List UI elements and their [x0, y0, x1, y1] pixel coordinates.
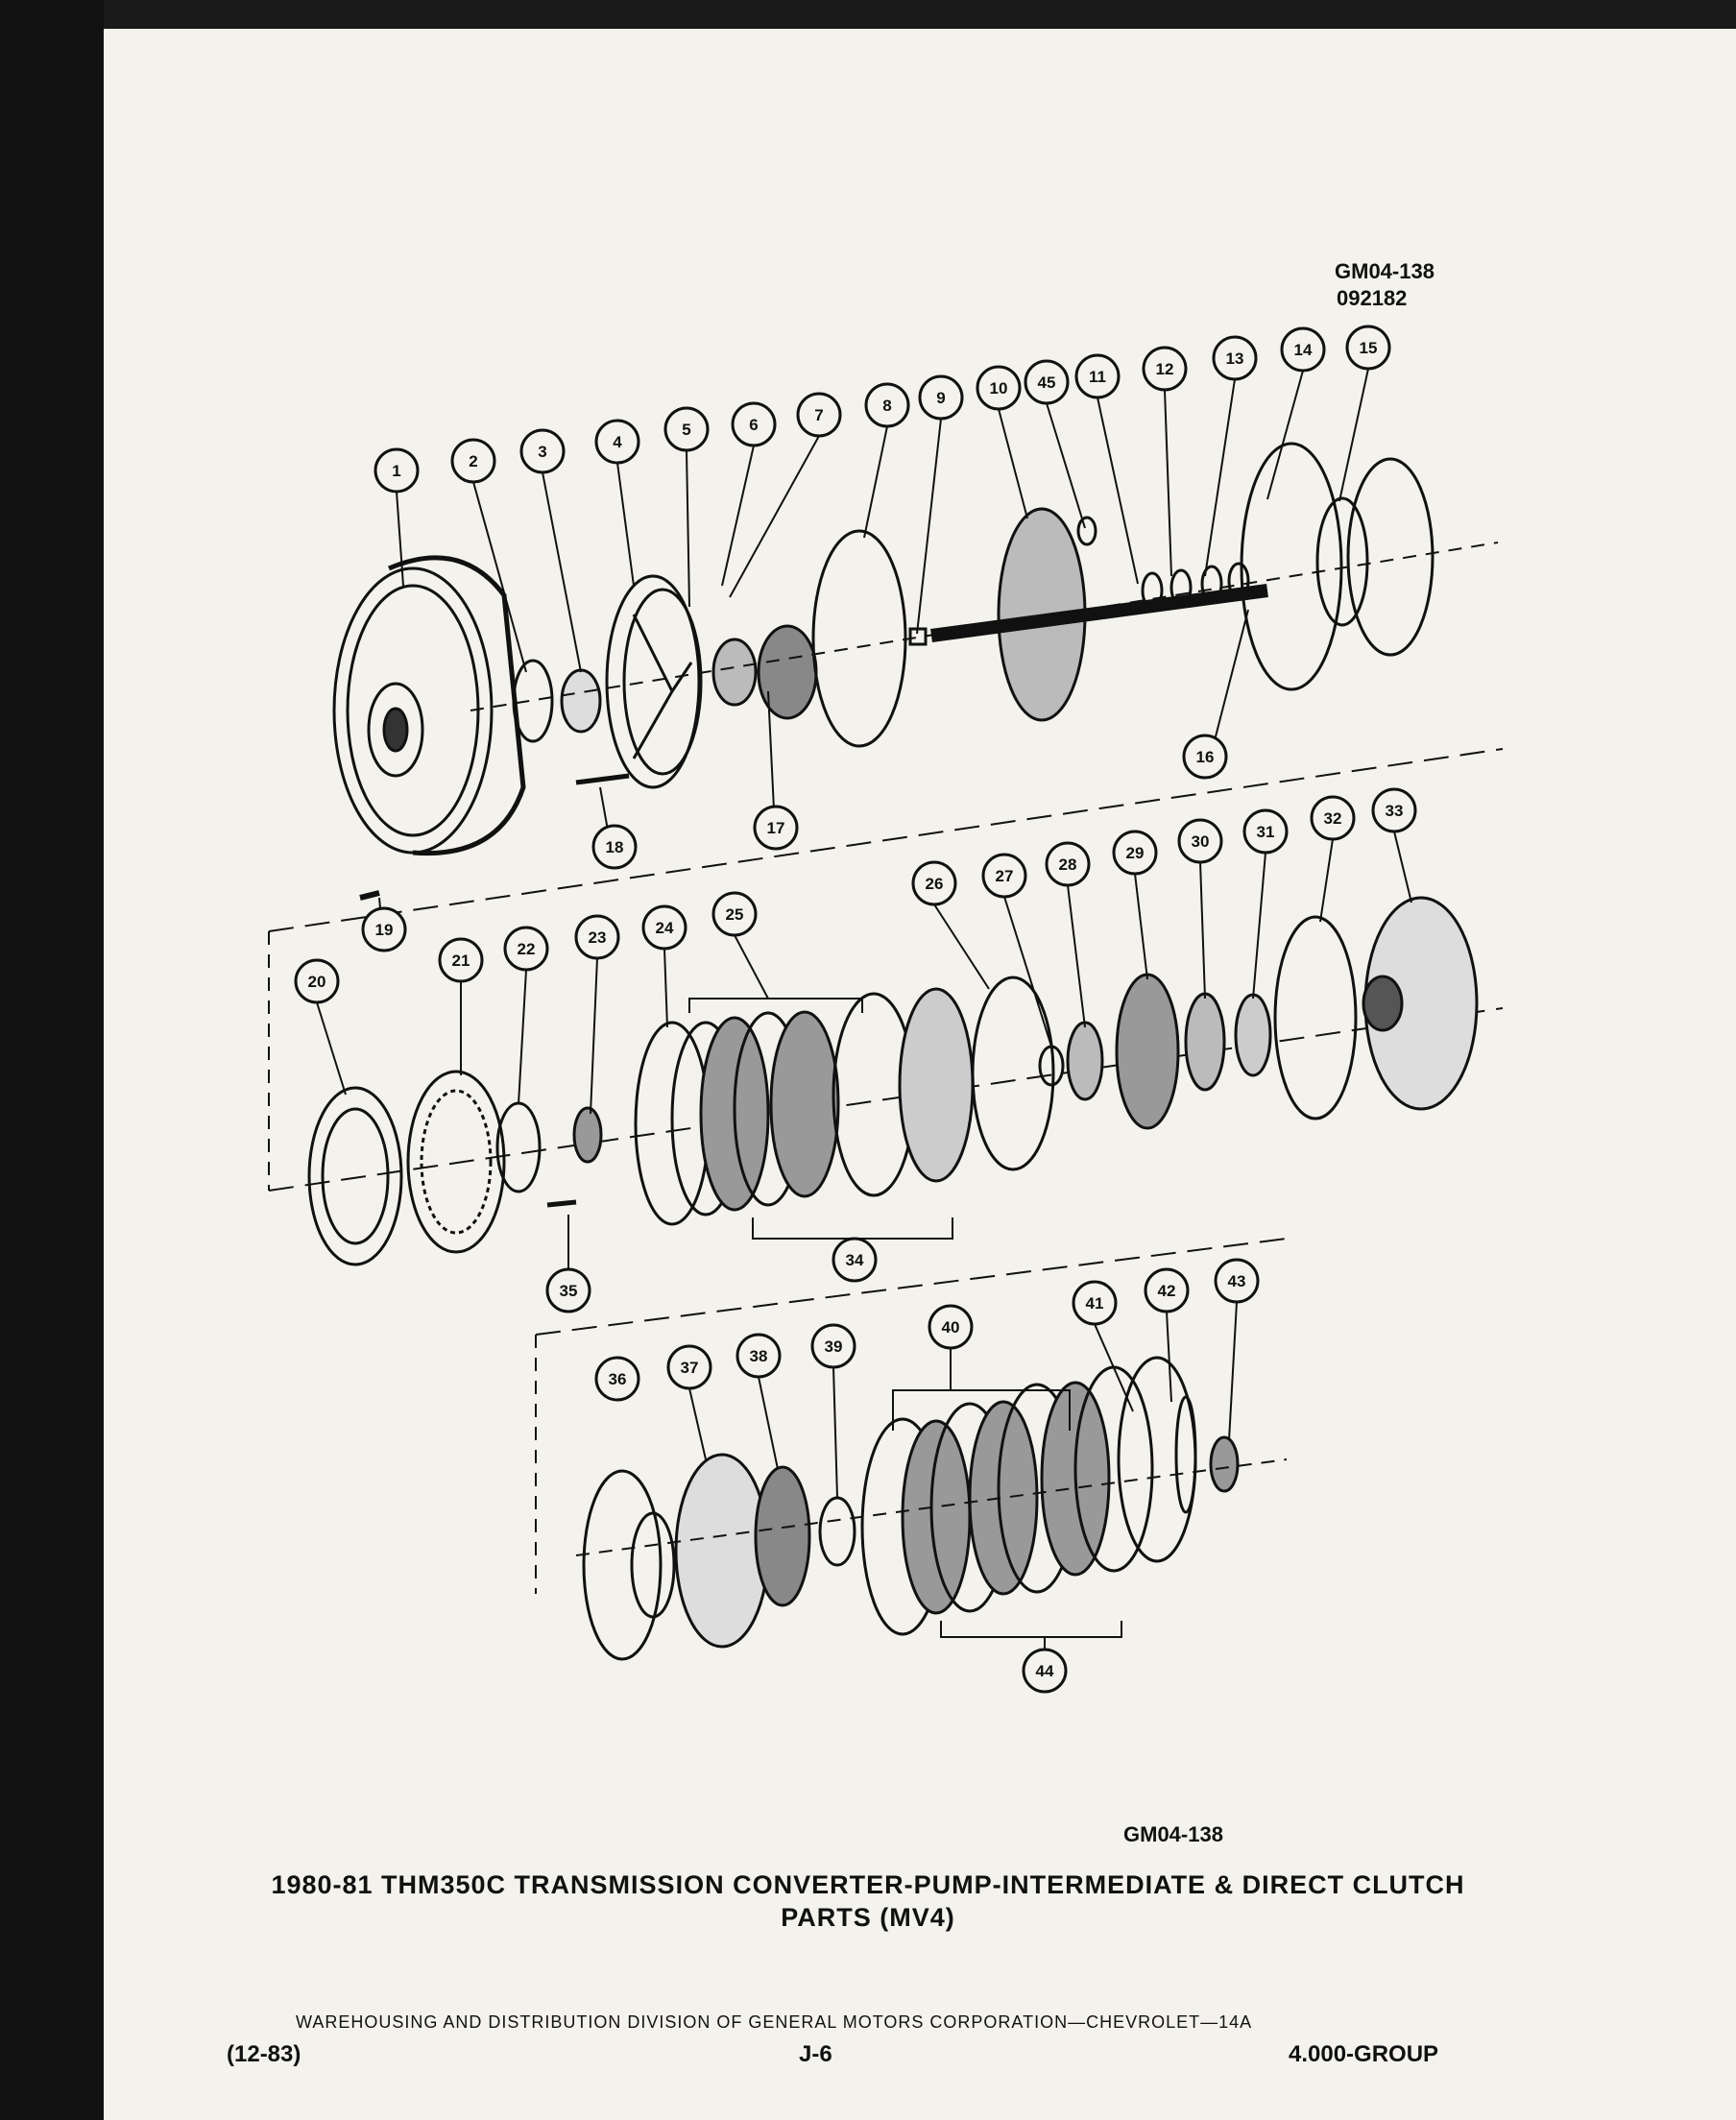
callout-label-40: 40: [941, 1318, 960, 1337]
callout-leader-10: [999, 409, 1027, 518]
snap-ring-39: [820, 1498, 855, 1565]
clutch-hub-21: [408, 1072, 504, 1252]
callout-label-37: 37: [680, 1359, 699, 1377]
callout-leader-27: [1004, 897, 1051, 1047]
callout-label-9: 9: [936, 389, 946, 407]
callout-label-36: 36: [608, 1370, 627, 1388]
callout-label-16: 16: [1195, 748, 1215, 766]
callout-leader-24: [664, 949, 667, 1027]
callout-label-22: 22: [517, 940, 536, 958]
footer-page: J-6: [799, 2041, 832, 2067]
callout-label-21: 21: [451, 952, 470, 970]
callout-leader-31: [1253, 853, 1266, 999]
callout-label-25: 25: [725, 905, 744, 924]
callout-leader-38: [759, 1377, 778, 1469]
date-code: 092182: [1337, 286, 1408, 310]
snap-ring-43: [1211, 1437, 1238, 1491]
o-ring: [813, 531, 905, 746]
callout-leader-4: [617, 463, 634, 586]
callout-label-42: 42: [1157, 1282, 1176, 1300]
callout-label-43: 43: [1227, 1272, 1246, 1290]
seal-ring: [514, 661, 552, 741]
callout-leader-6: [722, 446, 754, 586]
callout-leader-28: [1068, 885, 1085, 1027]
callout-label-17: 17: [766, 819, 785, 837]
callout-leader-5: [687, 450, 689, 607]
bearing-30: [1186, 994, 1224, 1090]
callout-label-35: 35: [559, 1282, 578, 1300]
callout-label-13: 13: [1225, 349, 1244, 368]
callout-label-34: 34: [845, 1251, 864, 1269]
callout-leader-33: [1394, 831, 1411, 903]
race-31: [1236, 995, 1270, 1075]
clutch-drum-20: [309, 1088, 401, 1265]
callout-label-31: 31: [1256, 823, 1275, 841]
callout-leader-7: [730, 436, 819, 597]
callout-label-45: 45: [1037, 373, 1056, 392]
callout-leader-29: [1135, 874, 1147, 979]
drum-32: [1275, 917, 1356, 1119]
callout-label-8: 8: [882, 397, 892, 415]
callout-leader-23: [591, 958, 597, 1114]
gasket: [1242, 444, 1341, 689]
callout-label-19: 19: [374, 921, 394, 939]
callout-label-27: 27: [995, 867, 1014, 885]
callout-label-30: 30: [1191, 832, 1210, 851]
ring-gear-29: [1117, 975, 1178, 1128]
pump-gear-outer: [759, 626, 816, 718]
callout-leader-13: [1205, 379, 1235, 576]
footer-division: WAREHOUSING AND DISTRIBUTION DIVISION OF GENERAL MOTORS CORPORATION—CHEVROLET—14A: [296, 2012, 1253, 2032]
housing-37: [676, 1455, 768, 1647]
callout-leader-20: [317, 1002, 346, 1095]
drum-33: [1363, 898, 1477, 1109]
callout-label-1: 1: [392, 462, 401, 480]
clutch-pack-row2: [636, 977, 1053, 1224]
callout-label-12: 12: [1155, 360, 1174, 378]
retainer-23: [574, 1108, 601, 1162]
callout-label-7: 7: [814, 406, 824, 424]
callout-leader-14: [1267, 371, 1303, 499]
callout-label-6: 6: [749, 416, 759, 434]
callout-leader-41: [1095, 1324, 1133, 1411]
bushing: [562, 670, 600, 732]
callout-label-38: 38: [749, 1347, 768, 1365]
footer-date: (12-83): [227, 2041, 301, 2067]
callout-leader-8: [864, 426, 887, 538]
piston-36: [584, 1471, 674, 1659]
callout-label-41: 41: [1085, 1294, 1104, 1313]
callout-leader-37: [689, 1388, 706, 1459]
footer-group: 4.000-GROUP: [1289, 2041, 1439, 2067]
callout-label-29: 29: [1125, 844, 1145, 862]
callout-label-4: 4: [613, 433, 622, 451]
pump-body: [607, 576, 701, 787]
stator-shaft: [931, 509, 1267, 720]
callout-leader-43: [1229, 1302, 1237, 1440]
callout-leader-22: [518, 970, 526, 1104]
callout-leader-25: [735, 935, 768, 999]
clutch-pack-row3: [862, 1358, 1195, 1634]
callout-label-32: 32: [1323, 809, 1342, 828]
callout-label-3: 3: [538, 443, 547, 461]
callout-label-28: 28: [1058, 855, 1077, 874]
callout-label-18: 18: [605, 838, 624, 856]
callout-label-24: 24: [655, 919, 674, 937]
callout-label-15: 15: [1359, 339, 1378, 357]
ref-code: GM04-138: [1335, 259, 1435, 283]
callout-leader-26: [934, 904, 989, 989]
pressure-plate-42: [1176, 1397, 1195, 1512]
pump-gear-inner: [713, 639, 756, 705]
callout-leader-30: [1200, 862, 1205, 999]
seal-outer-2: [1348, 459, 1433, 655]
callout-label-14: 14: [1293, 341, 1313, 359]
callout-label-20: 20: [307, 973, 326, 991]
callout-label-10: 10: [989, 379, 1008, 398]
callout-label-5: 5: [682, 421, 691, 439]
callout-label-44: 44: [1035, 1662, 1054, 1680]
callout-leader-9: [917, 419, 941, 634]
oil-seal-ring: [1078, 518, 1096, 544]
torque-converter: [334, 558, 523, 854]
callout-leader-11: [1097, 398, 1138, 584]
callout-leader-32: [1320, 839, 1333, 922]
callout-leader-42: [1167, 1312, 1171, 1402]
callout-label-33: 33: [1385, 802, 1404, 820]
title-line-1: 1980-81 THM350C TRANSMISSION CONVERTER-PUMP-INTERMEDIATE & DIRECT CLUTCH: [271, 1870, 1465, 1899]
callout-label-23: 23: [588, 928, 607, 947]
bottom-ref-code: GM04-138: [1123, 1822, 1223, 1846]
callout-leader-3: [542, 472, 581, 672]
title-line-2: PARTS (MV4): [781, 1903, 955, 1932]
callout-leader-12: [1165, 390, 1171, 576]
callout-leader-45: [1047, 403, 1085, 528]
callout-label-39: 39: [824, 1337, 843, 1356]
hub-38: [756, 1467, 809, 1605]
callout-label-26: 26: [925, 875, 944, 893]
callout-leader-39: [833, 1367, 837, 1498]
callout-label-2: 2: [469, 452, 478, 470]
callout-label-11: 11: [1089, 368, 1106, 386]
